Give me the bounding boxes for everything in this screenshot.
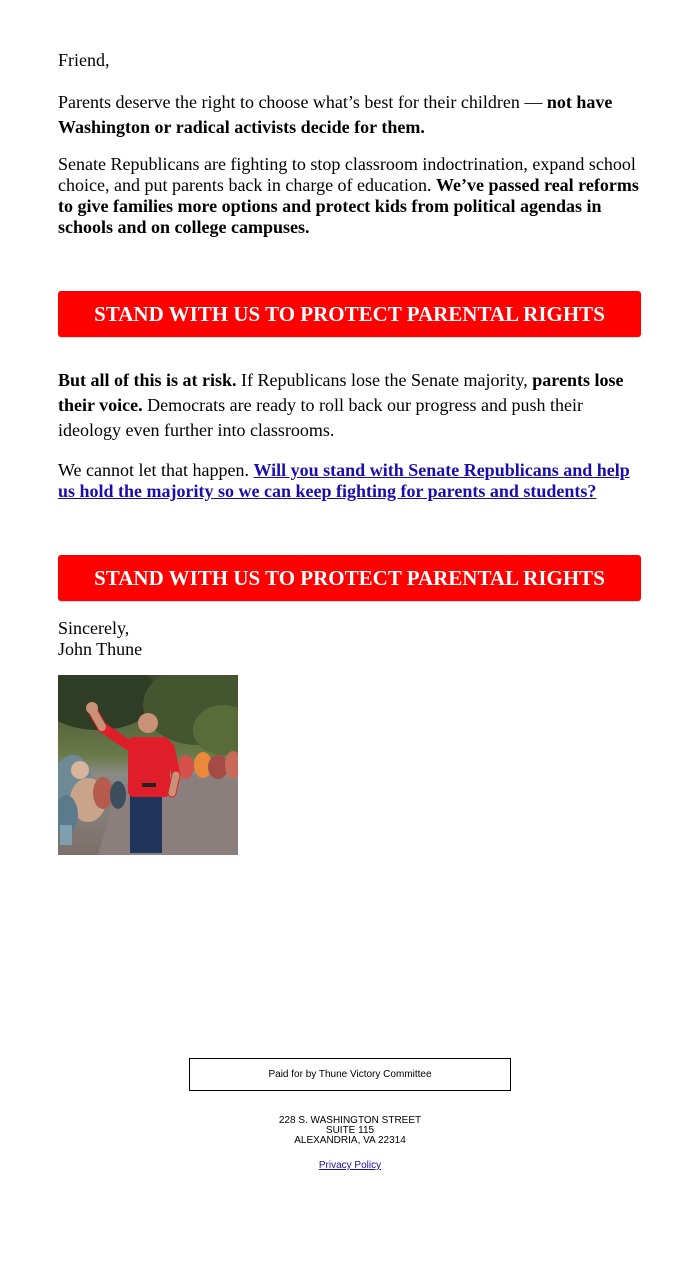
paragraph-bold: But all of this is at risk.	[58, 370, 237, 390]
signer-name: John Thune	[58, 639, 143, 659]
paragraph-text: Parents deserve the right to choose what’s best for their children —	[58, 92, 547, 112]
paragraph-bold: not have Washington or radical activists decide for them.	[58, 92, 613, 137]
address-line-2: SUITE 115	[325, 1125, 375, 1136]
paid-for-disclaimer: Paid for by Thune Victory Committee	[189, 1058, 511, 1091]
paragraph-text: If Republicans lose the Senate majority,	[236, 370, 533, 390]
closing: Sincerely,	[58, 618, 130, 638]
paragraph-text: Senate Republicans are fighting to stop classroom indoctrination, expand school choice, and put parents back in charge of education.	[58, 154, 636, 195]
greeting: Friend,	[58, 50, 110, 70]
address-line-1: 228 S. WASHINGTON STREET	[278, 1115, 422, 1126]
paragraph-text: We cannot let that happen.	[58, 460, 254, 480]
stand-with-us-button-bottom[interactable]: STAND WITH US TO PROTECT PARENTAL RIGHTS	[58, 555, 641, 601]
address-line-3: ALEXANDRIA, VA 22314	[294, 1135, 406, 1146]
paragraph-senate-republicans	[58, 154, 643, 238]
stand-with-us-button-top[interactable]: STAND WITH US TO PROTECT PARENTAL RIGHTS	[58, 291, 641, 337]
waving-man-photo	[58, 675, 238, 855]
privacy-section	[0, 1160, 700, 1171]
paragraph-at-risk	[58, 368, 643, 443]
privacy-policy-link[interactable]: Privacy Policy	[318, 1160, 382, 1171]
signoff	[58, 618, 643, 660]
stand-with-republicans-link[interactable]: Will you stand with Senate Republicans and help us hold the majority so we can keep fighting for parents and students?	[58, 460, 630, 501]
paragraph-parents-rights	[58, 90, 643, 140]
paragraph-cannot-let-happen	[58, 460, 643, 502]
paragraph-bold: parents lose their voice.	[58, 370, 624, 415]
paragraph-bold: We’ve passed real reforms to give families more options and protect kids from political agendas in schools and on college campuses.	[58, 175, 639, 237]
paragraph-text: Democrats are ready to roll back our progress and push their ideology even further into classrooms.	[58, 395, 583, 440]
